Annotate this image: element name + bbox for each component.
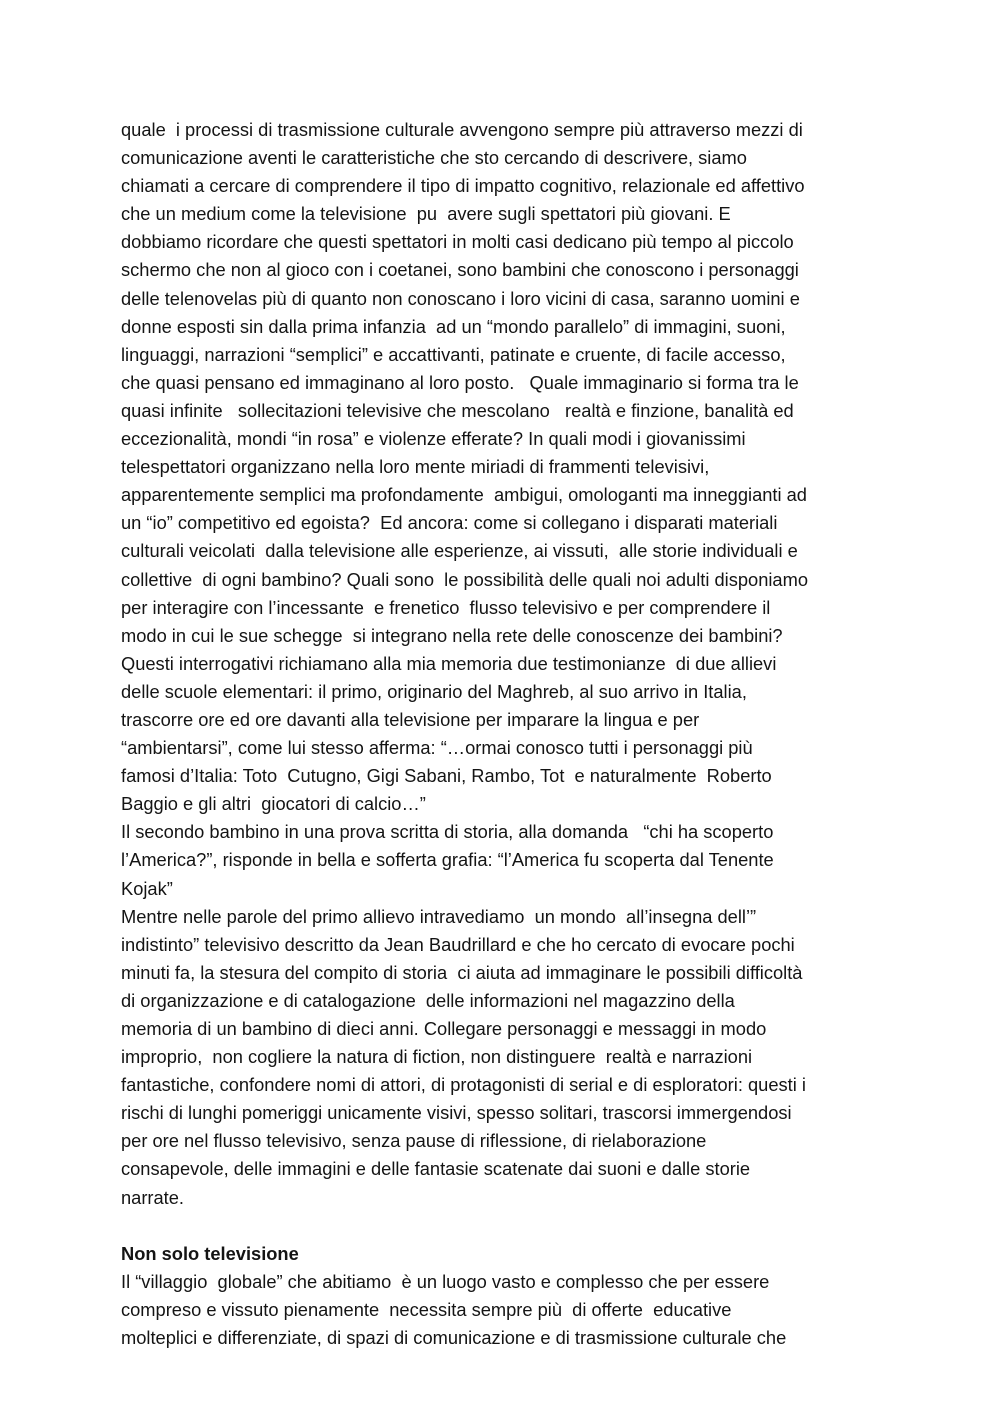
text-line: memoria di un bambino di dieci anni. Collegare personaggi e messaggi in modo xyxy=(121,1018,767,1039)
document-page xyxy=(121,116,896,1352)
text-line: compreso e vissuto pienamente necessita sempre più di offerte educative xyxy=(121,1298,732,1320)
text-line: per interagire con l’incessante e frenetico flusso televisivo e per comprendere il xyxy=(121,596,771,618)
text-line: Questi interrogativi richiamano alla mia memoria due testimonianze di due allievi xyxy=(121,652,777,674)
text-line: consapevole, delle immagini e delle fantasie scatenate dai suoni e dalle storie xyxy=(121,1158,751,1180)
text-line: schermo che non al gioco con i coetanei, sono bambini che conoscono i personaggi xyxy=(121,259,799,281)
text-line: modo in cui le sue schegge si integrano nella rete delle conoscenze dei bambini? xyxy=(121,624,783,646)
text-line: donne esposti sin dalla prima infanzia ad un “mondo parallelo” di immagini, suoni, xyxy=(121,315,786,337)
text-line: chiamati a cercare di comprendere il tipo di impatto cognitivo, relazionale ed affettivo xyxy=(121,175,805,197)
text-line: Il secondo bambino in una prova scritta di storia, alla domanda “chi ha scoperto xyxy=(121,821,774,843)
text-line: Kojak” xyxy=(121,877,173,899)
text-line: dobbiamo ricordare che questi spettatori in molti casi dedicano più tempo al piccolo xyxy=(121,231,794,253)
text-line: quasi infinite sollecitazioni televisive che mescolano realtà e finzione, banalità ed xyxy=(121,399,794,421)
text-line: “ambientarsi”, come lui stesso afferma: “…ormai conosco tutti i personaggi più xyxy=(121,737,753,759)
text-line: Mentre nelle parole del primo allievo intravediamo un mondo all’insegna dell’” xyxy=(121,905,757,927)
text-line: famosi d’Italia: Toto Cutugno, Gigi Sabani, Rambo, Tot e naturalmente Roberto xyxy=(121,765,772,787)
text-line: eccezionalità, mondi “in rosa” e violenze efferate? In quali modi i giovanissimi xyxy=(121,428,746,450)
text-line: apparentemente semplici ma profondamente ambigui, omologanti ma inneggianti ad xyxy=(121,484,807,506)
text-line: Baggio e gli altri giocatori di calcio…” xyxy=(121,793,426,815)
section-heading: Non solo televisione xyxy=(121,1242,299,1264)
text-line: fantastiche, confondere nomi di attori, di protagonisti di serial e di esploratori: questi i xyxy=(121,1074,806,1096)
text-line: trascorre ore ed ore davanti alla televisione per imparare la lingua e per xyxy=(121,708,700,730)
text-line: culturali veicolati dalla televisione alle esperienze, ai vissuti, alle storie individuali e xyxy=(121,540,798,562)
text-line: molteplici e differenziate, di spazi di comunicazione e di trasmissione culturale che xyxy=(121,1327,787,1349)
text-line: linguaggi, narrazioni “semplici” e accattivanti, patinate e cruente, di facile accesso, xyxy=(121,343,786,365)
text-line: rischi di lunghi pomeriggi unicamente visivi, spesso solitari, trascorsi immergendosi xyxy=(121,1102,792,1124)
blank-line xyxy=(121,1212,896,1240)
body-paragraph-2 xyxy=(121,1268,896,1352)
text-line: indistinto” televisivo descritto da Jean Baudrillard e che ho cercato di evocare pochi xyxy=(121,933,795,955)
text-line: narrate. xyxy=(121,1186,185,1208)
text-line: un “io” competitivo ed egoista? Ed ancora: come si collegano i disparati materiali xyxy=(121,512,778,534)
text-line: quale i processi di trasmissione culturale avvengono sempre più attraverso mezzi di xyxy=(121,119,803,140)
text-line: collettive di ogni bambino? Quali sono le possibilità delle quali noi adulti disponiamo xyxy=(121,568,808,590)
text-line: di organizzazione e di catalogazione delle informazioni nel magazzino della xyxy=(121,989,735,1011)
text-line: comunicazione aventi le caratteristiche che sto cercando di descrivere, siamo xyxy=(121,147,747,169)
text-line: l’America?”, risponde in bella e sofferta grafia: “l’America fu scoperta dal Tenente xyxy=(121,849,774,871)
body-paragraph xyxy=(121,116,896,1212)
text-line: minuti fa, la stesura del compito di storia ci aiuta ad immaginare le possibili difficoltà xyxy=(121,961,803,983)
text-line: delle telenovelas più di quanto non conoscano i loro vicini di casa, saranno uomini e xyxy=(121,287,800,309)
text-line: che un medium come la televisione pu avere sugli spettatori più giovani. E xyxy=(121,203,731,225)
text-line: Il “villaggio globale” che abitiamo è un luogo vasto e complesso che per essere xyxy=(121,1270,770,1292)
text-line: per ore nel flusso televisivo, senza pause di riflessione, di rielaborazione xyxy=(121,1130,707,1152)
text-line: telespettatori organizzano nella loro mente miriadi di frammenti televisivi, xyxy=(121,456,710,478)
text-line: che quasi pensano ed immaginano al loro posto. Quale immaginario si forma tra le xyxy=(121,371,799,393)
text-line: delle scuole elementari: il primo, originario del Maghreb, al suo arrivo in Italia, xyxy=(121,680,747,702)
text-line: improprio, non cogliere la natura di fiction, non distinguere realtà e narrazioni xyxy=(121,1046,753,1068)
